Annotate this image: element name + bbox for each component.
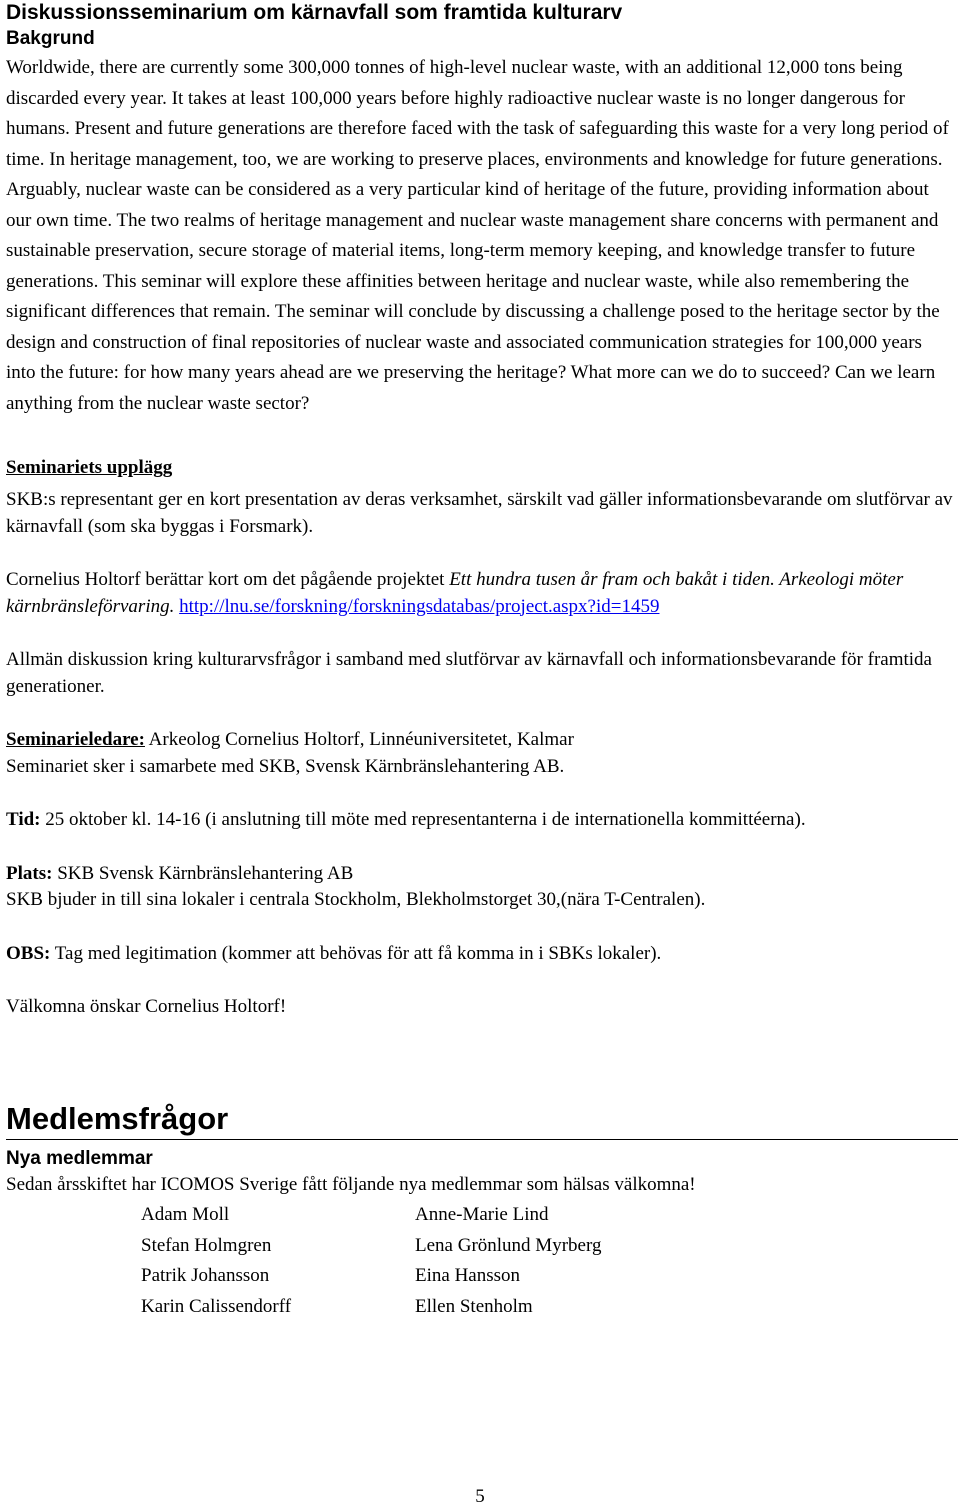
time-text: 25 oktober kl. 14-16 (i anslutning till möte med representanterna i de internationella kommittéerna). [40, 809, 806, 830]
member-name: Adam Moll [141, 1204, 230, 1225]
program-paragraph-2-text: Cornelius Holtorf berättar kort om det pågående projektet [6, 569, 450, 590]
member-name: Anne-Marie Lind [415, 1204, 549, 1225]
members-list [6, 1200, 956, 1325]
member-name: Stefan Holmgren [141, 1234, 272, 1256]
program-paragraph-1: SKB:s representant ger en kort presentation av deras verksamhet, särskilt vad gäller informationsbevarande om slutförvar av kärnavfall (som ska byggas i Forsmark). [6, 489, 953, 537]
place-text: SKB Svensk Kärnbränslehantering AB [52, 862, 354, 884]
obs-note [6, 941, 956, 968]
seminar-leader-label: Seminarieledare: [6, 729, 145, 750]
member-name: Karin Calissendorff [141, 1295, 292, 1317]
seminar-leader-text: Arkeolog Cornelius Holtorf, Linnéuniversitetet, Kalmar [144, 729, 574, 750]
seminar-title: Diskussionsseminarium om kärnavfall som framtida kulturarv [6, 1, 623, 24]
background-paragraph: Worldwide, there are currently some 300,000 tonnes of high-level nuclear waste, with an additional 12,000 tons being discarded every year. It takes at least 100,000 years before highly radioactive nuclear waste is no longer dangerous for humans. Present and future generations are therefore faced with the task of safeguarding this waste for a very long period of time. In heritage management, too, we are working to preserve places, environments and knowledge for future generations. Arguably, nuclear waste can be considered as a very particular kind of heritage of the future, providing information about our own time. The two realms of heritage management and nuclear waste management share concerns with permanent and sustainable preservation, secure storage of material items, long-term memory keeping, and knowledge transfer to future generations. This seminar will explore these affinities between heritage and nuclear waste, while also remembering the significant differences that remain. The seminar will conclude by discussing a challenge posed to the heritage sector by the design and construction of final repositories of nuclear waste and associated communication strategies for 100,000 years into the future: for how many years ahead are we preserving the heritage? What more can we do to succeed? Can we learn anything from the nuclear waste sector? [6, 57, 949, 414]
members-column-left [141, 1200, 291, 1322]
page-number: 5 [475, 1486, 485, 1507]
seminar-time [6, 807, 956, 834]
project-title: Ett hundra tusen år fram och bakåt i tiden. Arkeologi möter kärnbränsleförvaring. [6, 569, 904, 617]
new-members-heading: Nya medlemmar [6, 1147, 153, 1169]
member-name: Lena Grönlund Myrberg [415, 1234, 602, 1256]
members-heading: Medlemsfrågor [6, 1099, 958, 1140]
program-paragraph-2 [6, 567, 956, 620]
project-link[interactable]: http://lnu.se/forskning/forskningsdatabas/project.aspx?id=1459 [179, 595, 660, 617]
seminar-leader [6, 727, 956, 754]
member-name: Ellen Stenholm [415, 1295, 533, 1317]
document-page [6, 0, 956, 1325]
member-name: Patrik Johansson [141, 1265, 270, 1286]
time-label: Tid: [6, 809, 41, 830]
cooperation-text: Seminariet sker i samarbete med SKB, Svensk Kärnbränslehantering AB. [6, 755, 565, 777]
program-paragraph-3: Allmän diskussion kring kulturarvsfrågor i samband med slutförvar av kärnavfall och informationsbevarande för framtida generationer. [6, 649, 932, 697]
seminar-place [6, 861, 956, 888]
members-intro: Sedan årsskiftet har ICOMOS Sverige fått följande nya medlemmar som hälsas välkomna! [6, 1173, 696, 1195]
place-label: Plats: [6, 862, 53, 884]
obs-text: Tag med legitimation (kommer att behövas för att få komma in i SBKs lokaler). [50, 942, 662, 964]
welcome-text: Välkomna önskar Cornelius Holtorf! [6, 996, 287, 1017]
obs-label: OBS: [6, 942, 51, 964]
background-heading: Bakgrund [6, 28, 95, 49]
place-detail: SKB bjuder in till sina lokaler i centrala Stockholm, Blekholmstorget 30,(nära T-Centralen). [6, 889, 706, 910]
members-column-right [415, 1200, 601, 1322]
member-name: Eina Hansson [415, 1265, 521, 1286]
spacer [6, 419, 956, 455]
program-heading: Seminariets upplägg [6, 457, 173, 478]
